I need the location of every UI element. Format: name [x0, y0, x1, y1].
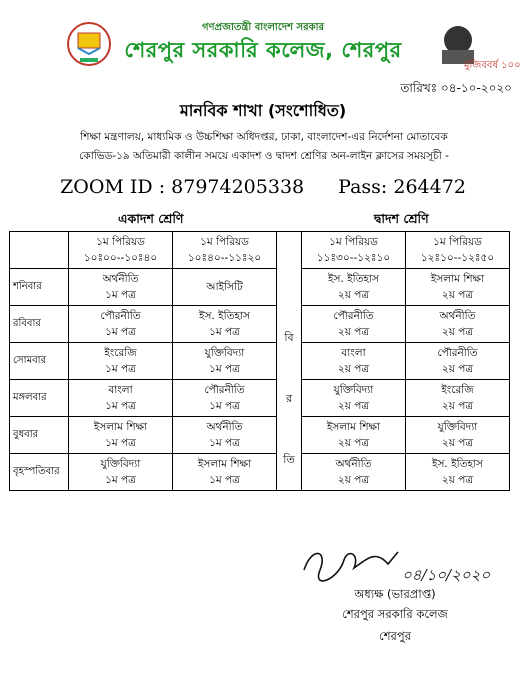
day-cell: রবিবার	[10, 306, 69, 343]
day-cell: বুধবার	[10, 417, 69, 454]
subject-cell: ইংরেজি ২য় পত্র	[406, 380, 510, 417]
notice-line: শিক্ষা মন্ত্রণালয়, মাধ্যমিক ও উচ্চশিক্ষা অধিদপ্তর, ঢাকা, বাংলাদেশ-এর নির্দেশনা মোতাবেক	[80, 131, 448, 143]
notice-date: তারিখঃ ০৪-১০-২০২০	[400, 81, 512, 95]
table-row	[10, 380, 510, 417]
period-header: ১ম পিরিয়ড ১০ঃ০০--১০ঃ৪০	[69, 232, 173, 269]
day-cell: সোমবার	[10, 343, 69, 380]
subject-cell: ইসলাম শিক্ষা ২য় পত্র	[302, 417, 406, 454]
table-row	[10, 454, 510, 491]
break-letter: বি	[284, 330, 294, 344]
subject-cell: আইসিটি	[173, 269, 277, 306]
principal-signature	[298, 540, 498, 588]
subject-cell: ইসলাম শিক্ষা ১ম পত্র	[173, 454, 277, 491]
break-column	[277, 232, 302, 491]
signature-place: শেরপুর	[379, 629, 411, 643]
break-letter: র	[285, 391, 293, 405]
subject-cell: বাংলা ১ম পত্র	[69, 380, 173, 417]
table-row	[10, 343, 510, 380]
empty-header-cell	[10, 232, 69, 269]
subject-cell: পৌরনীতি ১ম পত্র	[69, 306, 173, 343]
subject-cell: পৌরনীতি ২য় পত্র	[406, 343, 510, 380]
subject-cell: ইসলাম শিক্ষা ২য় পত্র	[406, 269, 510, 306]
principal-title: অধ্যক্ষ (ভারপ্রাপ্ত)	[354, 587, 436, 601]
zoom-pass: Pass: 264472	[338, 176, 466, 198]
subject-cell: অর্থনীতি ২য় পত্র	[302, 454, 406, 491]
section-xi-heading: একাদশ শ্রেণি	[118, 211, 184, 226]
period-header: ১ম পিরিয়ড ১২ঃ১০--১২ঃ৫০	[406, 232, 510, 269]
government-line: গণপ্রজাতন্ত্রী বাংলাদেশ সরকার	[202, 22, 324, 33]
subject-cell: অর্থনীতি ১ম পত্র	[69, 269, 173, 306]
table-row	[10, 417, 510, 454]
subject-cell: ইস. ইতিহাস ১ম পত্র	[173, 306, 277, 343]
notice-text	[14, 128, 514, 166]
subject-cell: পৌরনীতি ২য় পত্র	[302, 306, 406, 343]
signature-college: শেরপুর সরকারি কলেজ	[342, 607, 448, 621]
day-cell: শনিবার	[10, 269, 69, 306]
break-letter: তি	[283, 452, 295, 466]
zoom-id: ZOOM ID : 87974205338	[60, 176, 305, 198]
logo-text: মুজিববর্ষ ১০০	[464, 60, 521, 71]
class-routine-table	[9, 231, 510, 491]
subject-cell: ইসলাম শিক্ষা ১ম পত্র	[69, 417, 173, 454]
table-header-row	[10, 232, 510, 269]
subject-cell: অর্থনীতি ২য় পত্র	[406, 306, 510, 343]
table-row	[10, 269, 510, 306]
subject-cell: যুক্তিবিদ্যা ১ম পত্র	[173, 343, 277, 380]
subject-cell: ইস. ইতিহাস ২য় পত্র	[302, 269, 406, 306]
signature-date: ০৪/১০/২০২০	[402, 566, 491, 584]
subject-cell: বাংলা ২য় পত্র	[302, 343, 406, 380]
section-xii-heading: দ্বাদশ শ্রেণি	[374, 211, 429, 226]
subject-cell: যুক্তিবিদ্যা ২য় পত্র	[302, 380, 406, 417]
day-cell: বৃহস্পতিবার	[10, 454, 69, 491]
branch-title: মানবিক শাখা (সংশোধিত)	[179, 101, 347, 120]
subject-cell: ইস. ইতিহাস ২য় পত্র	[406, 454, 510, 491]
zoom-info	[0, 176, 526, 198]
subject-cell: অর্থনীতি ১ম পত্র	[173, 417, 277, 454]
subject-cell: ইংরেজি ১ম পত্র	[69, 343, 173, 380]
period-header: ১ম পিরিয়ড ১০ঃ৪০--১১ঃ২০	[173, 232, 277, 269]
subject-cell: পৌরনীতি ১ম পত্র	[173, 380, 277, 417]
subject-cell: যুক্তিবিদ্যা ২য় পত্র	[406, 417, 510, 454]
period-header: ১ম পিরিয়ড ১১ঃ৩০--১২ঃ১০	[302, 232, 406, 269]
subject-cell: যুক্তিবিদ্যা ১ম পত্র	[69, 454, 173, 491]
day-cell: মঙ্গলবার	[10, 380, 69, 417]
table-row	[10, 306, 510, 343]
college-title: শেরপুর সরকারি কলেজ, শেরপুর	[124, 38, 402, 62]
notice-line: কোভিড-১৯ অতিমারী কালীন সময়ে একাদশ ও দ্বাদশ শ্রেণির অন-লাইন ক্লাসের সময়সূচী -	[79, 150, 449, 162]
